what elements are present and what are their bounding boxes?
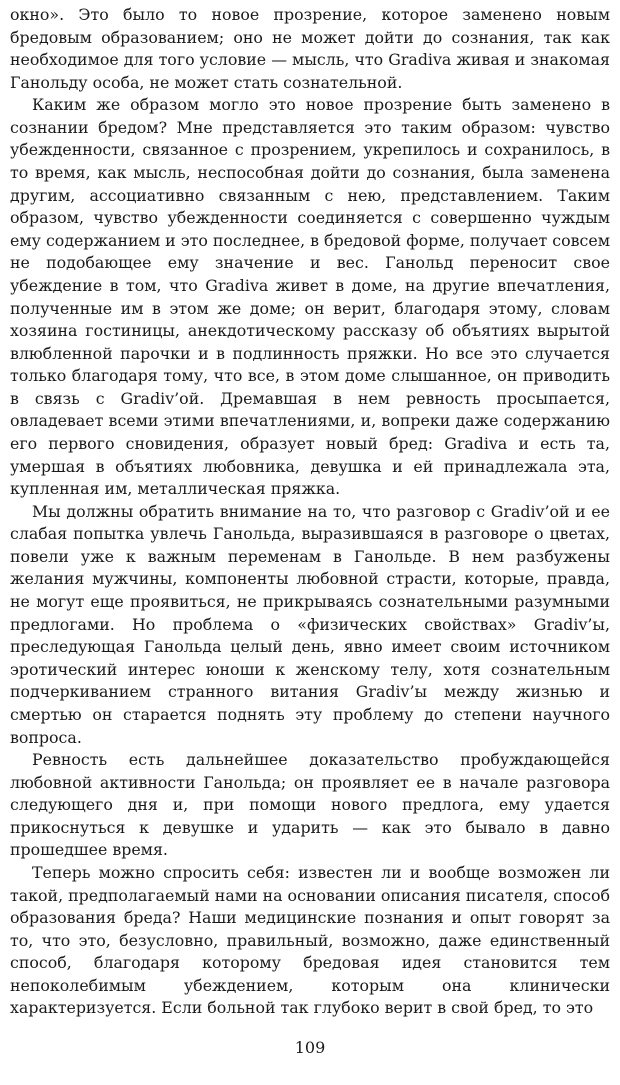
paragraph-2: Каким же образом могло это новое прозрение быть заменено в сознании бредом? Мне представляется это таким образом: чувство убежденности, связанное с прозрением, укрепилось и сохранилось, в то время, как мысль, неспособная дойти до сознания, была заменена другим, ассоциативно связанным с нею, представлением. Таким образом, чувство убежденности соединяется с совершенно чуждым ему содержанием и это последнее, в бредовой форме, получает совсем не подобающее ему значение и вес. Ганольд переносит свое убеждение в том, что Gradiva живет в доме, на другие впечатления, полученные им в этом же доме; он верит, благодаря этому, словам хозяина гостиницы, анекдотическому рассказу об объятиях вырытой влюбленной парочки и в подлинность пряжки. Но все это случается только благодаря тому, что все, в этом доме слышанное, он приводить в связь с Gradiv’ой. Дремавшая в нем ревность просыпается, овладевает всеми этими впечатлениями, и, вопреки даже содержанию его первого сновидения, образует новый бред: Gradiva и есть та, умершая в объятиях любовника, девушка и ей принадлежала эта, купленная им, металлическая пряжка. (10, 95, 610, 499)
paragraph-3: Мы должны обратить внимание на то, что разговор с Gradiv’ой и ее слабая попытка увлечь Ганольда, выразившаяся в разговоре о цветах, повели уже к важным переменам в Ганольде. В нем разбужены желания мужчины, компоненты любовной страсти, которые, правда, не могут еще проявиться, не прикрываясь сознательными разумными предлогами. Но проблема о «физических свойствах» Gradiv’ы, преследующая Ганольда целый день, явно имеет своим источником эротический интерес юноши к женскому телу, хотя сознательным подчеркиванием странного витания Gradiv’ы между жизнью и смертью он старается поднять эту проблему до степени научного вопроса. (10, 501, 610, 747)
page-number: 109 (294, 1038, 326, 1057)
paragraph-4: Ревность есть дальнейшее доказательство пробуждающейся любовной активности Ганольда; он проявляет ее в начале разговора следующего дня и, при помощи нового предлога, ему удается прикоснуться к девушке и ударить — как это бывало в давно прошедшее время. (10, 750, 610, 860)
paragraph-1: окно». Это было то новое прозрение, которое заменено новым бредовым образованием; оно не может дойти до сознания, так как необходимое для того условие — мысль, что Gradiva живая и знакомая Ганольду особа, не может стать сознательной. (10, 5, 610, 92)
paragraph-5: Теперь можно спросить себя: известен ли и вообще возможен ли такой, предполагаемый нами на основании описания писателя, способ образования бреда? Наши медицинские познания и опыт говорят за то, что это, безусловно, правильный, возможно, даже единственный способ, благодаря которому бредовая идея становится тем непоколебимым убеждением, которым она клинически характеризуется. Если больной так глубоко верит в свой бред, то это (10, 862, 610, 1018)
page-body (10, 4, 610, 1020)
